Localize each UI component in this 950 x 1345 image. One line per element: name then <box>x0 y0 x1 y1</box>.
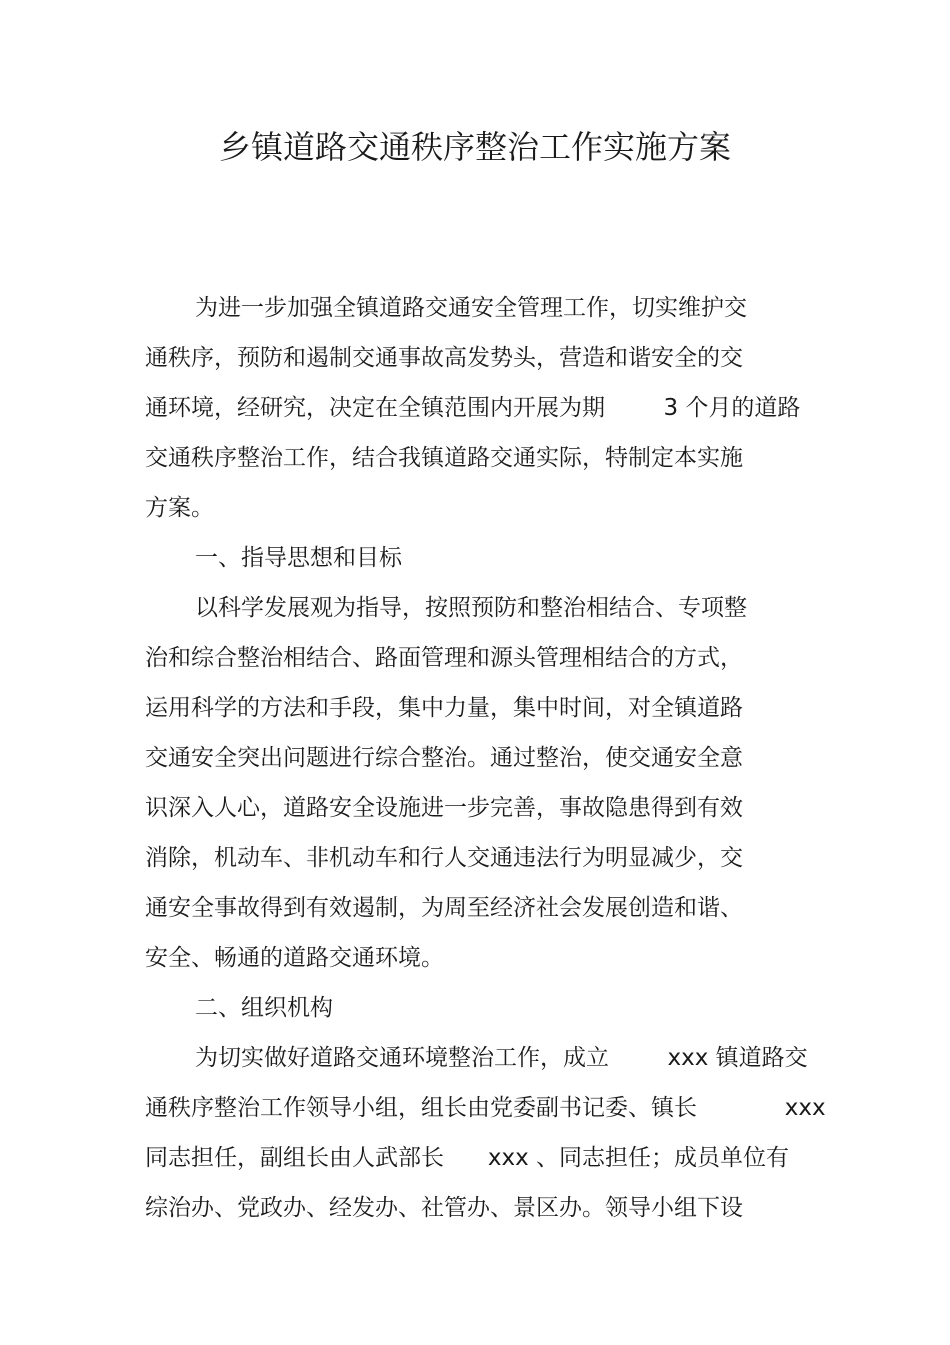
section-heading: 二、组织机构 <box>195 995 333 1021</box>
paragraph-line: 通环境，经研究，决定在全镇范围内开展为期 3 个月的道路 <box>145 395 801 421</box>
paragraph-line: 为进一步加强全镇道路交通安全管理工作，切实维护交 <box>195 295 747 321</box>
paragraph-line: 交通安全突出问题进行综合整治。通过整治，使交通安全意 <box>145 745 743 771</box>
paragraph-line: 同志担任，副组长由人武部长 xxx 、同志担任；成员单位有 <box>145 1145 790 1171</box>
document-title: 乡镇道路交通秩序整治工作实施方案 <box>218 128 731 166</box>
paragraph-line: 方案。 <box>145 495 214 521</box>
paragraph-line: 以科学发展观为指导，按照预防和整治相结合、专项整 <box>195 595 747 621</box>
paragraph-line: 消除，机动车、非机动车和行人交通违法行为明显减少，交 <box>145 845 743 871</box>
paragraph-line: 交通秩序整治工作，结合我镇道路交通实际，特制定本实施 <box>145 445 743 471</box>
paragraph-line: 通秩序，预防和遏制交通事故高发势头，营造和谐安全的交 <box>145 345 743 371</box>
paragraph-line: 运用科学的方法和手段，集中力量，集中时间，对全镇道路 <box>145 695 743 721</box>
paragraph-line: 安全、畅通的道路交通环境。 <box>145 945 444 971</box>
paragraph-line: 综治办、党政办、经发办、社管办、景区办。领导小组下设 <box>145 1195 743 1221</box>
paragraph-line: 通安全事故得到有效遏制，为周至经济社会发展创造和谐、 <box>145 895 743 921</box>
paragraph-line: 为切实做好道路交通环境整治工作，成立 xxx 镇道路交 <box>195 1045 808 1071</box>
paragraph-line: 治和综合整治相结合、路面管理和源头管理相结合的方式， <box>145 645 743 671</box>
paragraph-line: 识深入人心，道路安全设施进一步完善，事故隐患得到有效 <box>145 795 743 821</box>
paragraph-line: 通秩序整治工作领导小组，组长由党委副书记委、镇长 xxx <box>145 1095 826 1121</box>
section-heading: 一、指导思想和目标 <box>195 545 402 571</box>
